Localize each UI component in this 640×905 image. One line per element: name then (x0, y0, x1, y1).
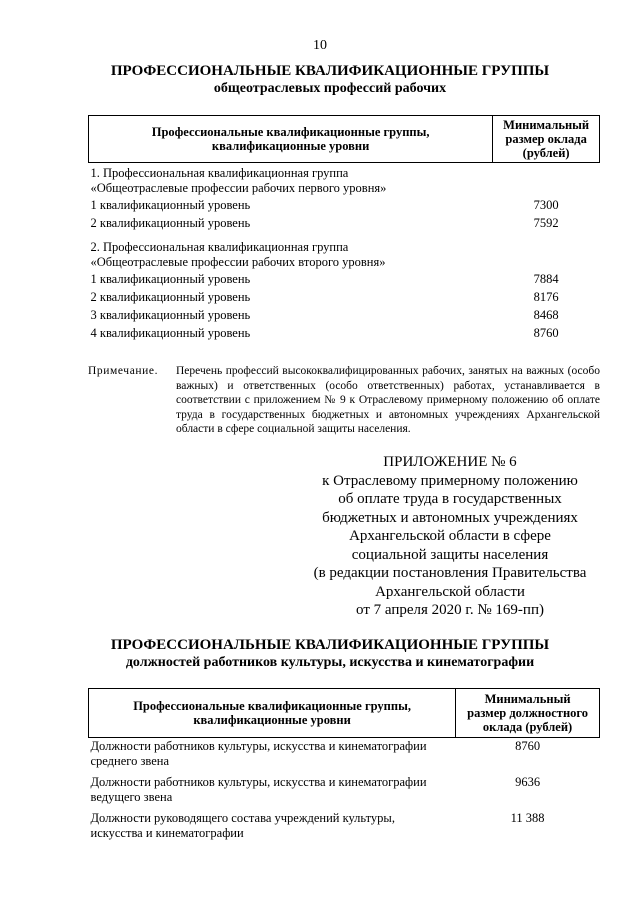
level-name: 2 квалификационный уровень (90, 289, 251, 304)
position-group-name: Должности работников культуры, искусства и кинематографии среднего звена (90, 739, 427, 768)
salary-value: 7592 (533, 215, 559, 230)
level-name: 2 квалификационный уровень (90, 215, 251, 230)
salary-value: 7884 (533, 271, 559, 286)
table-row (89, 270, 600, 288)
appendix-line: бюджетных и автономных учреждениях (322, 509, 578, 526)
table-row (89, 306, 600, 324)
section2-subtitle: должностей работников культуры, искусства и кинематографии (125, 655, 535, 670)
culture-salary-table (88, 688, 600, 847)
section1-heading (60, 62, 600, 98)
appendix-line: Архангельской области в сфере (349, 528, 551, 544)
section2-title: ПРОФЕССИОНАЛЬНЫЕ КВАЛИФИКАЦИОННЫЕ ГРУППЫ (110, 637, 550, 653)
header-groups-levels: Профессиональные квалификационные группы, квалификационные уровни (89, 116, 493, 163)
note-label: Примечание. (88, 365, 159, 377)
section1-title: ПРОФЕССИОНАЛЬНЫЕ КВАЛИФИКАЦИОННЫЕ ГРУППЫ (110, 63, 550, 79)
level-name: 1 квалификационный уровень (90, 271, 251, 286)
table-row (89, 196, 600, 214)
appendix-line: Архангельской области (375, 583, 525, 600)
appendix-line: от 7 апреля 2020 г. № 169-пп) (356, 602, 544, 618)
header-groups-levels: Профессиональные квалификационные группы, квалификационные уровни (89, 689, 456, 738)
header-min-salary: Минимальный размер оклада (рублей) (493, 116, 600, 163)
table-row (89, 214, 600, 232)
table-note (88, 364, 600, 437)
salary-value: 8468 (533, 307, 559, 322)
appendix-line: социальной защиты населения (351, 546, 549, 563)
section2-heading (60, 636, 600, 672)
table-header-row (89, 689, 600, 738)
salary-value: 8760 (515, 739, 541, 753)
level-name: 3 квалификационный уровень (90, 307, 251, 322)
group-title-row (89, 232, 600, 270)
appendix-line: (в редакции постановления Правительства (313, 565, 587, 581)
header-min-salary: Минимальный размер должностного оклада (рублей) (456, 689, 600, 738)
workers-salary-table (88, 115, 600, 342)
appendix-line: ПРИЛОЖЕНИЕ № 6 (383, 454, 517, 470)
position-group-name: Должности работников культуры, искусства и кинематографии ведущего звена (90, 775, 427, 804)
salary-value: 8176 (533, 289, 559, 304)
table-row (89, 324, 600, 342)
level-name: 1 квалификационный уровень (90, 197, 251, 212)
table-row (89, 738, 600, 776)
appendix-line: об оплате труда в государственных (338, 491, 562, 507)
salary-value: 7300 (533, 197, 559, 212)
appendix-caption (300, 453, 600, 620)
salary-value: 8760 (533, 325, 559, 340)
level-name: 4 квалификационный уровень (90, 325, 251, 340)
salary-value: 9636 (515, 775, 541, 789)
note-text: Перечень профессий высококвалифицированных рабочих, занятых на важных (особо важных) и ответственных (особо ответственных) работах, устанавливается в соответствии с приложением № 9 к Отраслевому примерному положению об оплате труда в государственных бюджетных и автономных учреждениях Архангельской области в сфере социальной защиты населения. (176, 365, 600, 435)
appendix-line: к Отраслевому примерному положению (322, 472, 578, 489)
table-row (89, 775, 600, 811)
group-title-row (89, 163, 600, 197)
table-row (89, 288, 600, 306)
section1-subtitle: общеотраслевых профессий рабочих (213, 81, 447, 96)
table-header-row (89, 116, 600, 163)
group-title: 2. Профессиональная квалификационная группа «Общеотраслевые профессии рабочих второго уровня» (90, 240, 386, 269)
salary-value: 11 388 (510, 811, 545, 825)
page-number: 10 (313, 38, 327, 53)
table-row (89, 811, 600, 847)
position-group-name: Должности руководящего состава учреждений культуры, искусства и кинематографии (90, 811, 395, 840)
group-title: 1. Профессиональная квалификационная группа «Общеотраслевые профессии рабочих первого уровня» (90, 166, 387, 195)
